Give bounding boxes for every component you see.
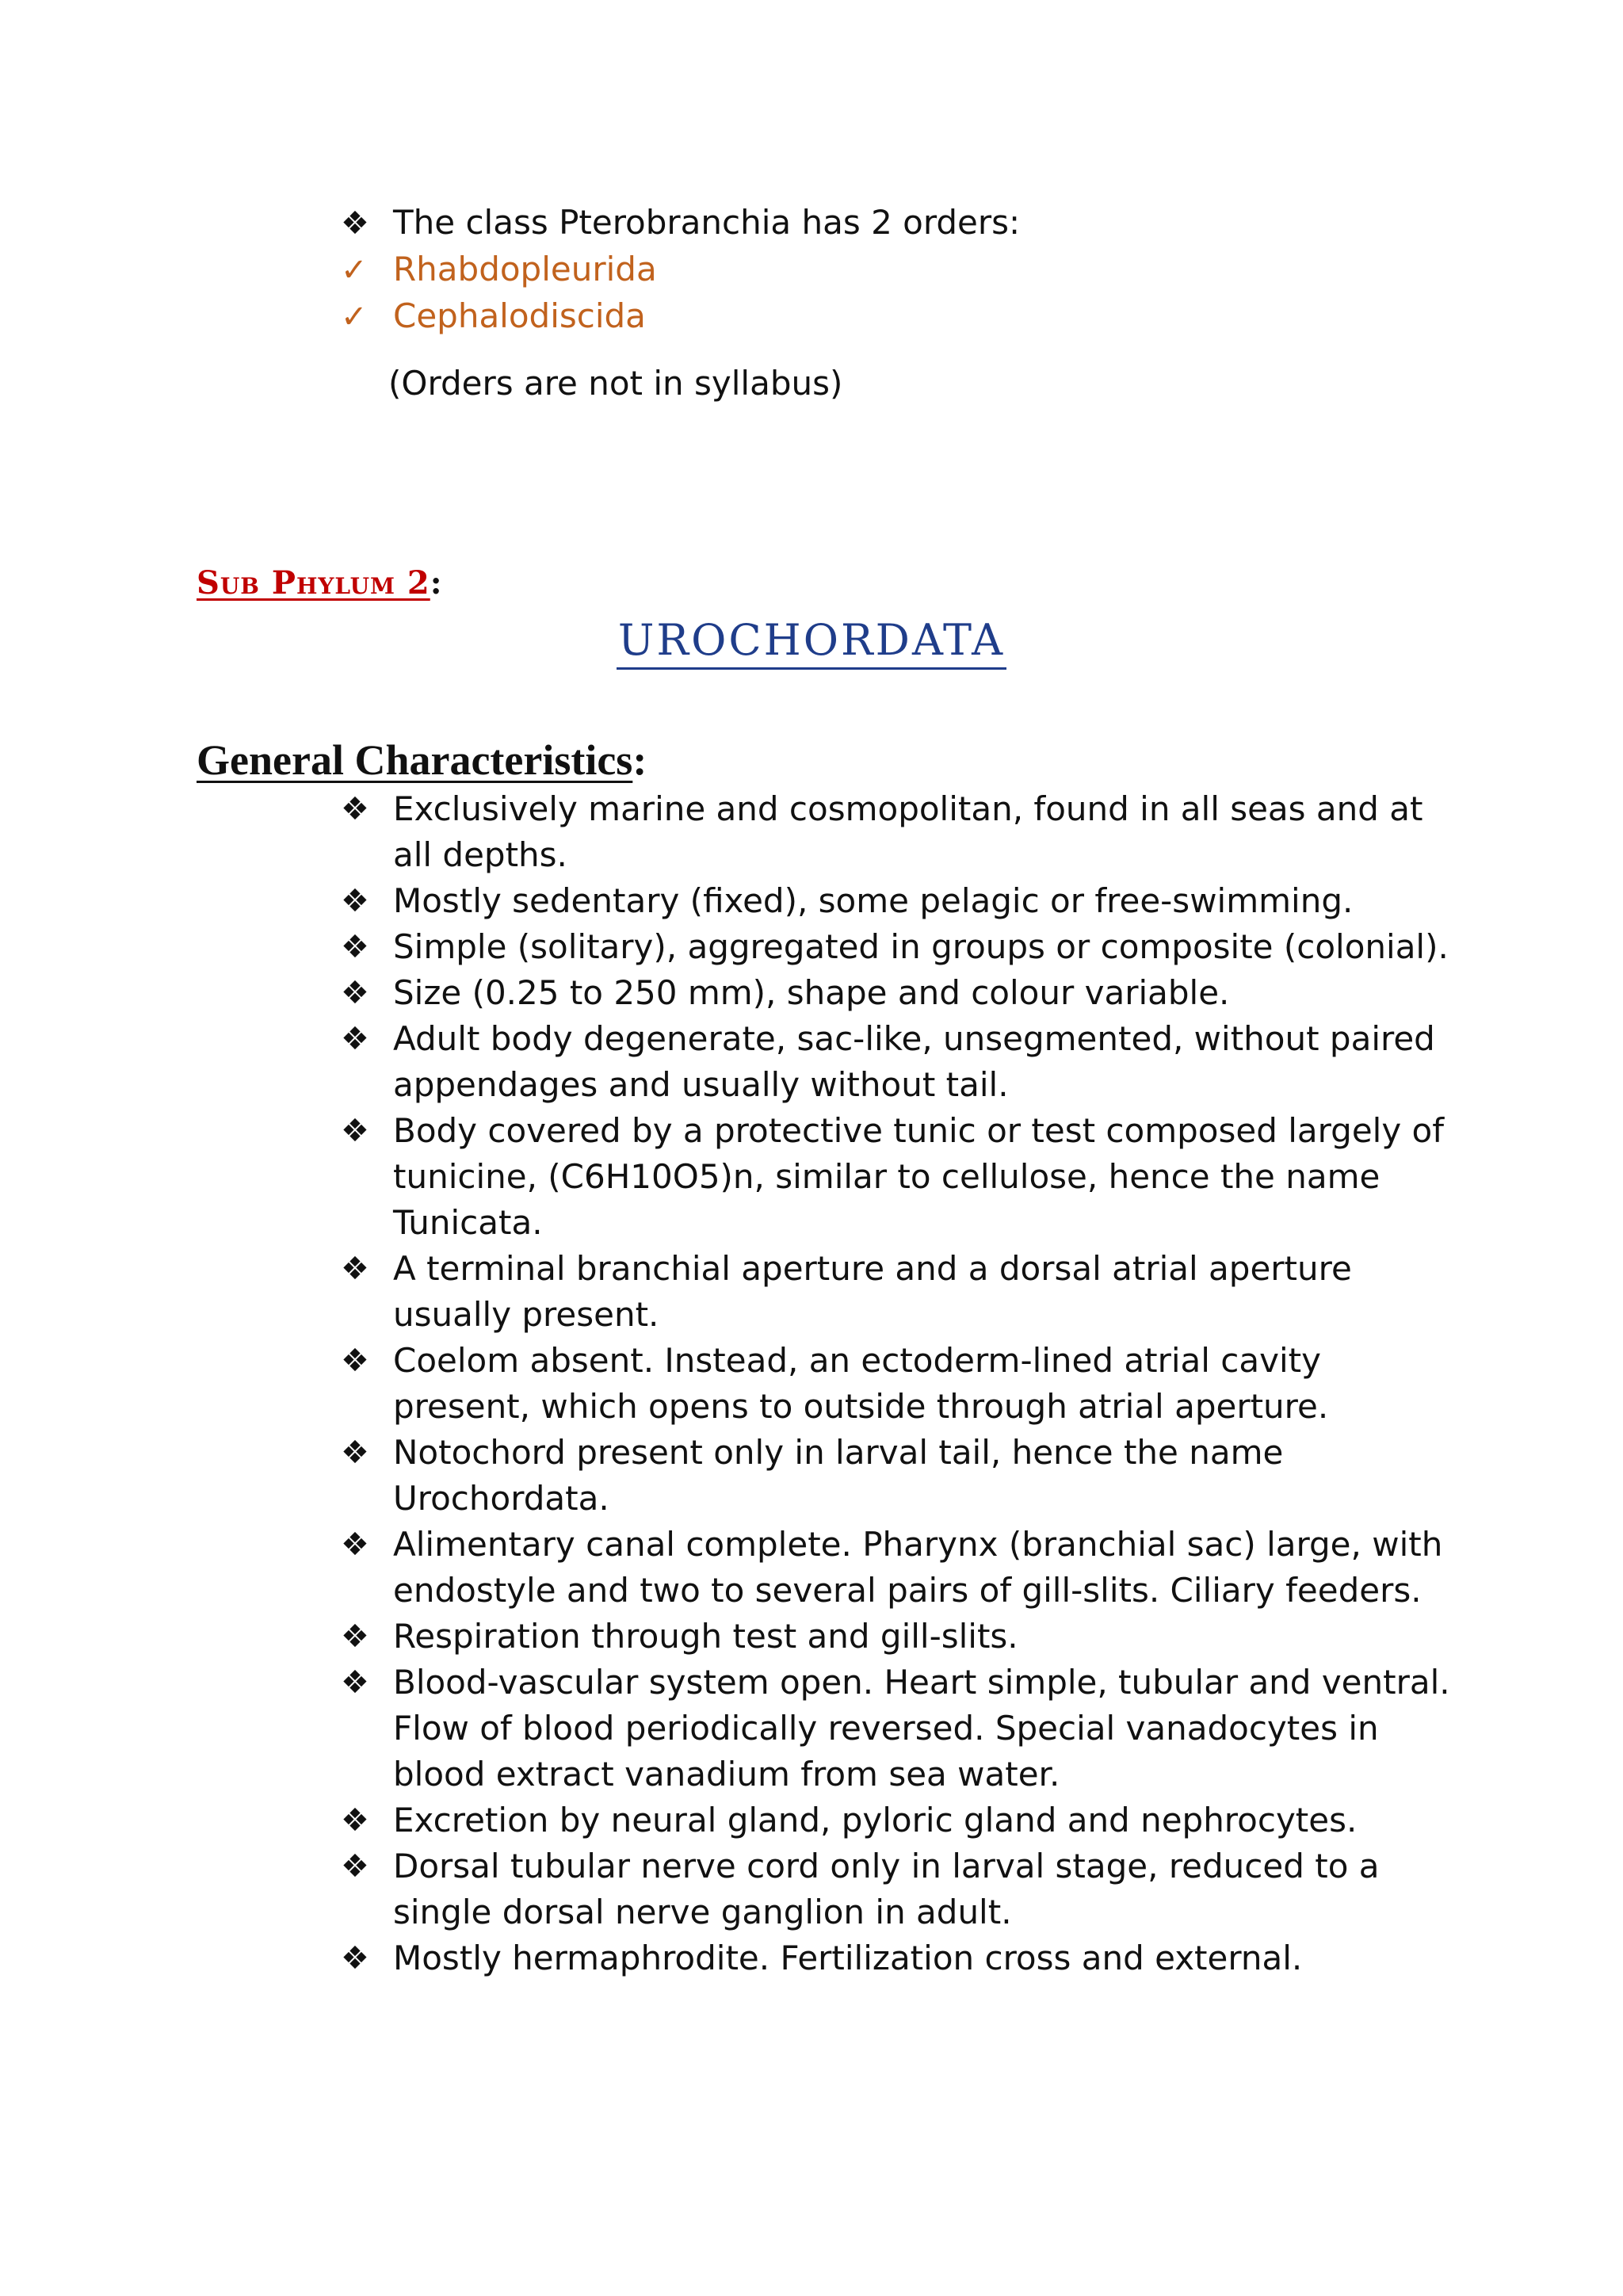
list-item xyxy=(341,1797,1466,1843)
intro-lead-text: The class Pterobranchia has 2 orders: xyxy=(393,203,1021,242)
page-title-text: UROCHORDATA xyxy=(617,613,1006,670)
list-item xyxy=(341,878,1466,924)
diamond-bullet-icon: ❖ xyxy=(341,1343,369,1379)
list-item-text: Mostly hermaphrodite. Fertilization cross and external. xyxy=(393,1939,1303,1977)
order-name: Cephalodiscida xyxy=(393,296,646,335)
diamond-bullet-icon: ❖ xyxy=(341,929,369,965)
list-item xyxy=(341,1660,1466,1797)
diamond-bullet-icon: ❖ xyxy=(341,1251,369,1287)
diamond-bullet-icon: ❖ xyxy=(341,1618,369,1655)
list-item xyxy=(341,1246,1466,1338)
page-title xyxy=(0,610,1623,670)
list-item-text: Mostly sedentary (fixed), some pelagic or free-swimming. xyxy=(393,881,1354,920)
section-heading-text: General Characteristics xyxy=(197,736,633,784)
subphylum-label-text: Sub Phylum 2 xyxy=(197,564,430,602)
order-name: Rhabdopleurida xyxy=(393,250,657,288)
list-item-text: Dorsal tubular nerve cord only in larval stage, reduced to a single dorsal nerve ganglion in adult. xyxy=(393,1847,1380,1931)
list-item-text: A terminal branchial aperture and a dorsal atrial aperture usually present. xyxy=(393,1249,1352,1334)
list-item-text: Notochord present only in larval tail, hence the name Urochordata. xyxy=(393,1433,1284,1518)
syllabus-note: (Orders are not in syllabus) xyxy=(388,364,843,403)
subphylum-label xyxy=(197,561,443,606)
list-item xyxy=(341,1430,1466,1522)
list-item-text: Excretion by neural gland, pyloric gland and nephrocytes. xyxy=(393,1801,1358,1839)
diamond-bullet-icon: ❖ xyxy=(341,1802,369,1839)
list-item-text: Body covered by a protective tunic or test composed largely of tunicine, (C6H10O5)n, similar to cellulose, hence the name Tunicata. xyxy=(393,1111,1445,1242)
list-item xyxy=(341,924,1466,970)
list-item-text: Respiration through test and gill-slits. xyxy=(393,1617,1018,1656)
list-item xyxy=(341,1614,1466,1660)
section-heading-colon: : xyxy=(632,736,647,784)
diamond-bullet-icon: ❖ xyxy=(341,791,369,827)
diamond-bullet-icon: ❖ xyxy=(341,1435,369,1471)
list-item-text: Adult body degenerate, sac-like, unsegmented, without paired appendages and usually without tail. xyxy=(393,1019,1435,1104)
list-item-text: Exclusively marine and cosmopolitan, found in all seas and at all depths. xyxy=(393,789,1423,874)
subphylum-colon: : xyxy=(430,564,443,602)
diamond-bullet-icon: ❖ xyxy=(341,975,369,1011)
section-heading xyxy=(197,732,647,788)
diamond-bullet-icon: ❖ xyxy=(341,883,369,919)
diamond-bullet-icon: ❖ xyxy=(341,1526,369,1563)
diamond-bullet-icon: ❖ xyxy=(341,205,369,242)
diamond-bullet-icon: ❖ xyxy=(341,1940,369,1977)
diamond-bullet-icon: ❖ xyxy=(341,1848,369,1885)
diamond-bullet-icon: ❖ xyxy=(341,1021,369,1057)
list-item xyxy=(341,1522,1466,1614)
list-item xyxy=(341,1843,1466,1935)
intro-block xyxy=(341,200,1450,407)
list-item xyxy=(341,786,1466,878)
diamond-bullet-icon: ❖ xyxy=(341,1664,369,1701)
list-item-text: Coelom absent. Instead, an ectoderm-lined atrial cavity present, which opens to outside through atrial aperture. xyxy=(393,1341,1329,1426)
list-item-text: Simple (solitary), aggregated in groups or composite (colonial). xyxy=(393,927,1449,966)
diamond-bullet-icon: ❖ xyxy=(341,1113,369,1149)
list-item-text: Alimentary canal complete. Pharynx (branchial sac) large, with endostyle and two to several pairs of gill-slits. Ciliary feeders. xyxy=(393,1525,1443,1610)
order-item xyxy=(341,293,1450,340)
list-item-text: Blood-vascular system open. Heart simple, tubular and ventral. Flow of blood periodically reversed. Special vanadocytes in blood extract vanadium from sea water. xyxy=(393,1663,1450,1794)
checkmark-icon: ✓ xyxy=(341,252,368,288)
intro-lead-line xyxy=(341,200,1450,246)
characteristics-list xyxy=(341,786,1466,1981)
list-item xyxy=(341,1935,1466,1981)
list-item xyxy=(341,1016,1466,1108)
list-item xyxy=(341,970,1466,1016)
list-item xyxy=(341,1338,1466,1430)
checkmark-icon: ✓ xyxy=(341,299,368,335)
list-item xyxy=(341,1108,1466,1246)
list-item-text: Size (0.25 to 250 mm), shape and colour variable. xyxy=(393,973,1230,1012)
order-item xyxy=(341,246,1450,293)
